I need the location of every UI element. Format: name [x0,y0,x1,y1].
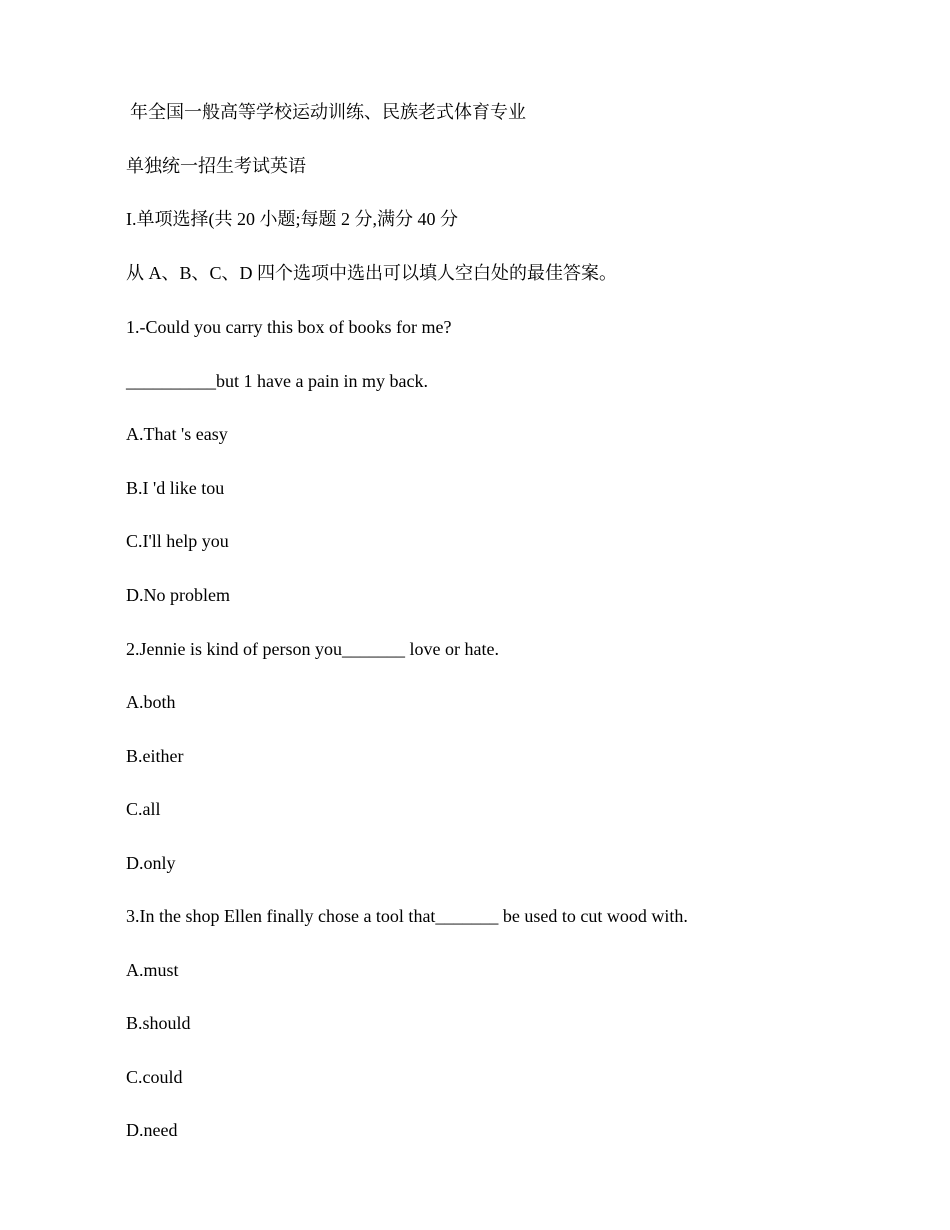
question-1-option-a: A.That 's easy [126,424,228,444]
question-2-option-d: D.only [126,853,176,873]
question-3-stem: 3.In the shop Ellen finally chose a tool that_______ be used to cut wood with. [126,906,688,926]
question-1-stem: 1.-Could you carry this box of books for me? [126,317,452,337]
document-title-line-2: 单独统一招生考试英语 [126,156,306,176]
question-1-option-d: D.No problem [126,585,230,605]
question-3-option-c: C.could [126,1067,183,1087]
question-3-option-b: B.should [126,1013,191,1033]
question-2-option-a: A.both [126,692,176,712]
section-heading: I.单项选择(共 20 小题;每题 2 分,满分 40 分 [126,209,458,229]
question-1-stem-line-2: __________but 1 have a pain in my back. [126,371,428,391]
question-3-option-d: D.need [126,1120,178,1140]
document-title-line-1: 年全国一般高等学校运动训练、民族老式体育专业 [130,102,526,122]
question-2-stem: 2.Jennie is kind of person you_______ love or hate. [126,639,499,659]
question-1-option-b: B.I 'd like tou [126,478,225,498]
instructions: 从 A、B、C、D 四个选项中选出可以填人空白处的最佳答案。 [126,263,618,283]
question-1-option-c: C.I'll help you [126,531,229,551]
question-3-option-a: A.must [126,960,179,980]
question-2-option-c: C.all [126,799,161,819]
question-2-option-b: B.either [126,746,184,766]
